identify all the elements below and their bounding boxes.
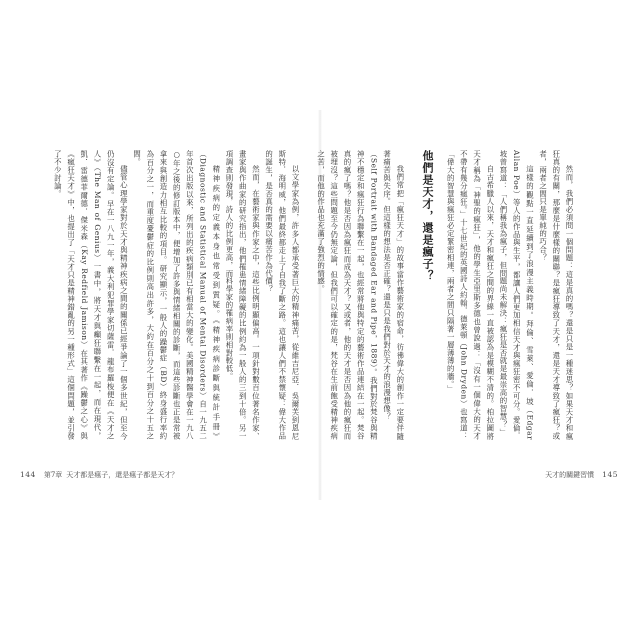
right-paragraph-1: （Self Portrait with Bandaged Ear and Pipe，1889）。我們對於梵谷與精神不穩定和瘋狂行為聯繫在一起，也經常將他與特定的藝術作品連結在一起。梵谷真的瘋了嗎？他是否因為瘋狂而成為天才？又或者，他的天才是否因為他的瘋狂而被埋沒？這些問題至今仍無定論，但我們可以確定的是，梵谷在生前飽受精神疾病之苦，而他的作品也充滿了強烈的情感。 [316,150,379,440]
right-paragraph-4: 這樣的觀點一直延續到了浪漫主義時期。拜倫、雪萊、愛倫．坡（Edgar Allan Poe）等人的作品與生平，都讓人們更加相信天才與瘋狂密不可分。愛倫．坡曾寫道：「人們稱我為瘋子，但問題尚未解決：瘋狂是否就是最崇高的智慧？」 [498,150,535,440]
page-number-left: 144 [20,470,36,479]
chapter-label: 第7章 [43,471,63,479]
page-number-right: 145 [602,470,618,479]
left-paragraph-2: 然而，在藝術家與作家之中，這些比例明顯偏高。一項針對數百位著名作家、畫家與作曲家的研究指出，他們罹患情緒障礙的比例約為一般人的三到十倍。另一項調查則發現，詩人的比例更高，而科學家的罹病率則相對較低。 [224,150,261,440]
section-heading: 他們是天才，還是瘋子？ [420,150,434,282]
right-paragraph-2: 我們常把「瘋狂天才」的故事當作藝術家的宿命，彷彿偉大的創作一定要伴隨著痛苦與失序。但這樣的想法是否正確？還是只是我們對於天才的浪漫想像？ [382,150,405,440]
right-body-text [316,150,576,440]
left-page-footer [20,470,178,480]
right-paragraph-5: 然而，我們必須問一個問題：這是真的嗎？還是只是一種迷思？如果天才和瘋狂真的有關，那麼是什麼樣的關聯？是瘋狂導致了天才，還是天才導致了瘋狂？或者，兩者之間只是單純的巧合？ [538,150,574,440]
right-page [316,0,640,640]
left-running-title: 天才都是瘋子，還是瘋子都是天才？ [66,471,179,479]
left-body-text [22,150,302,440]
right-paragraph-3: 自古希臘人以來，天才和瘋狂之間的界線一直被認為是模糊不清的。柏拉圖將天才稱為「神聖的瘋狂」，他的學生亞里斯多德也曾說過：「沒有一個偉大的天才不帶有幾分瘋狂。」十七世紀的英國詩人約翰．德萊頓（John Dryden）也寫道：「偉大的智慧與瘋狂必定緊密相連，兩者之間只隔著一層薄薄的牆。」 [446,150,495,440]
left-paragraph-1: 以文學家為例，許多人都承受著巨大的精神痛苦，從維吉尼亞．吳爾芙到恩尼斯特．海明威，他們最終都走上了自我了斷之路。這也讓人們不禁懷疑：偉大作品的誕生，是否真的需要以痛苦作為代價？ [264,150,300,440]
left-paragraph-3: 精神疾病的定義本身也常受到質疑。《精神疾病診斷與統計手冊》（Diagnostic and Statistical Manual of Mental Disorders）自一九五二年首次出版以來，所列出的疾病類別已有相當大的變化。美國精神醫學會在一九八○年之後的修訂版本中，便增加了許多與情緒相關的診斷，而這些診斷也正是常被拿來與創造力相互比較的項目。研究顯示，一般人的躁鬱症（BD）終身盛行率約為百分之一，而重度憂鬱症的比例則高出許多，大約在百分之十到百分之十五之間。 [132,150,221,440]
left-paragraph-4: 儘管心理學家對於天才與精神疾病之間的關係已經爭論了一個多世紀，但至今仍沒有定論。早在一八九一年，義大利犯罪學家切薩雷．龍布羅梭便在《天才之人》（The Man of Genius）一書中，將天才與癲狂聯繫在一起，而在現代，凱．雷德菲爾德．傑米森（Kay Redfield Jamison）在其著作《躁鬱之心》與《瘋狂天才》中，也提出了「天才只是精神錯亂的另一種形式」這個問題，並引發了不少討論。 [53,150,129,440]
right-page-footer [545,470,618,480]
right-running-title: 天才的關鍵習慣 [545,471,595,479]
